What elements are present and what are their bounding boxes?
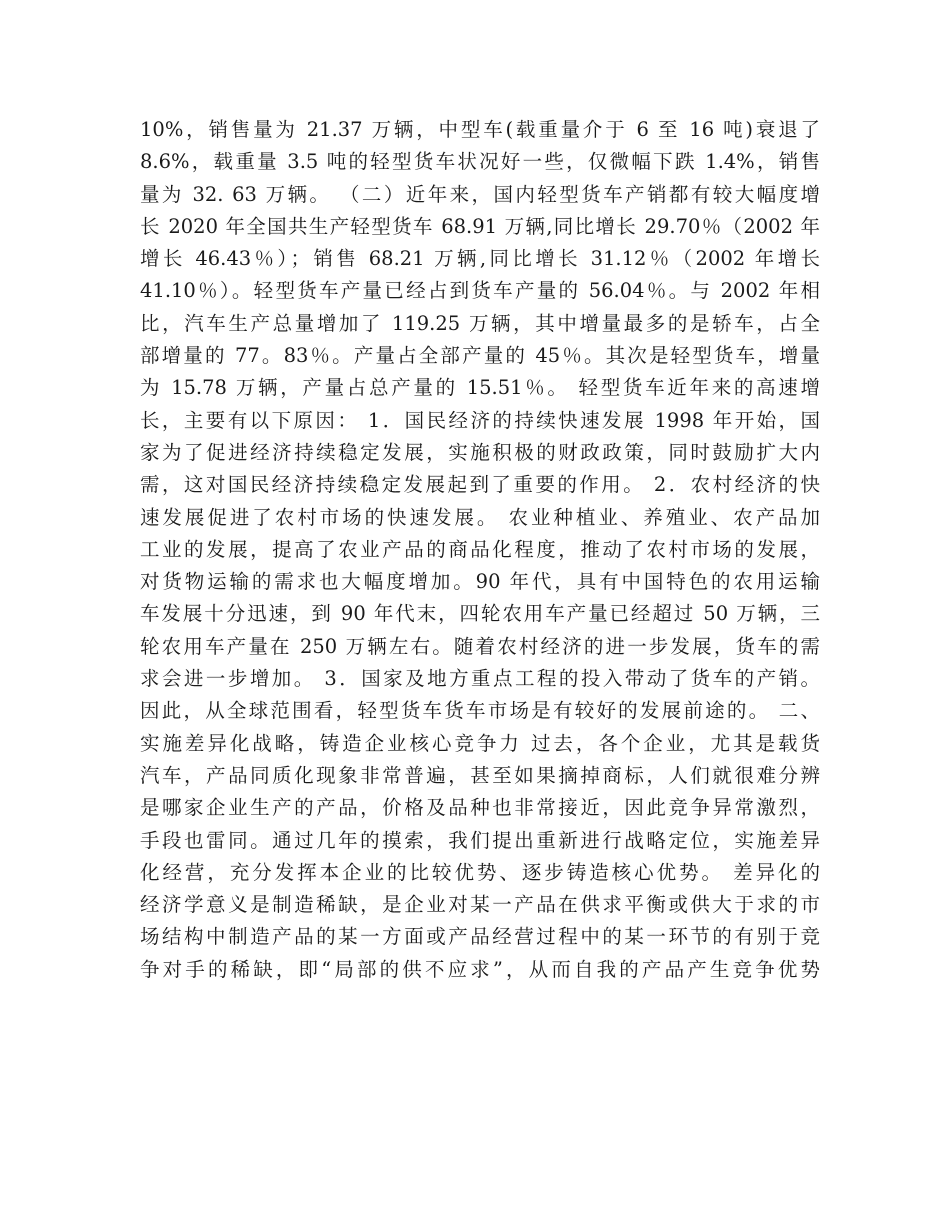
text-line-22: 是哪家企业生产的产品，价格及品种也非常接近，因此竞争异常激烈，	[140, 796, 820, 820]
text-line-5: 增长 46.43％）；销售 68.21 万辆,同比增长 31.12％（2002 年增长	[140, 247, 820, 271]
text-line-15: 对货物运输的需求也大幅度增加。90 年代，具有中国特色的农用运输	[140, 570, 820, 594]
text-line-14: 工业的发展，提高了农业产品的商品化程度，推动了农村市场的发展，	[140, 537, 820, 561]
text-line-25: 经济学意义是制造稀缺，是企业对某一产品在供求平衡或供大于求的市	[140, 893, 820, 917]
body-text	[140, 114, 820, 986]
text-line-8: 部增量的 77。83％。产量占全部产量的 45％。其次是轻型货车，增量	[140, 344, 820, 368]
text-line-6: 41.10％）。轻型货车产量已经占到货车产量的 56.04％。与 2002 年相	[140, 279, 820, 303]
text-line-19: 因此，从全球范围看，轻型货车货车市场是有较好的发展前途的。 二、	[140, 699, 820, 723]
text-line-9: 为 15.78 万辆，产量占总产量的 15.51％。 轻型货车近年来的高速增	[140, 376, 820, 400]
text-line-18: 求会进一步增加。 3．国家及地方重点工程的投入带动了货车的产销。	[140, 667, 820, 691]
text-line-3: 量为 32. 63 万辆。 （二）近年来，国内轻型货车产销都有较大幅度增	[140, 182, 820, 206]
text-line-16: 车发展十分迅速，到 90 年代末，四轮农用车产量已经超过 50 万辆，三	[140, 602, 820, 626]
text-line-11: 家为了促进经济持续稳定发展，实施积极的财政政策，同时鼓励扩大内	[140, 440, 820, 464]
text-line-1: 10%，销售量为 21.37 万辆，中型车(载重量介于 6 至 16 吨)衰退了	[140, 118, 820, 141]
text-line-20: 实施差异化战略，铸造企业核心竞争力 过去，各个企业，尤其是载货	[140, 731, 820, 755]
text-line-21: 汽车，产品同质化现象非常普遍，甚至如果摘掉商标，人们就很难分辨	[140, 763, 820, 787]
text-line-2: 8.6%，载重量 3.5 吨的轻型货车状况好一些，仅微幅下跌 1.4%，销售	[140, 150, 820, 174]
text-line-27: 争对手的稀缺，即“局部的供不应求”，从而自我的产品产生竞争优势	[140, 957, 820, 981]
text-line-17: 轮农用车产量在 250 万辆左右。随着农村经济的进一步发展，货车的需	[140, 634, 820, 658]
text-line-4: 长 2020 年全国共生产轻型货车 68.91 万辆,同比增长 29.70％（2002 年	[140, 214, 820, 238]
text-line-26: 场结构中制造产品的某一方面或产品经营过程中的某一环节的有别于竞	[140, 925, 820, 949]
text-line-12: 需，这对国民经济持续稳定发展起到了重要的作用。 2．农村经济的快	[140, 473, 820, 497]
text-line-23: 手段也雷同。通过几年的摸索，我们提出重新进行战略定位，实施差异	[140, 828, 820, 852]
text-line-13: 速发展促进了农村市场的快速发展。 农业种植业、养殖业、农产品加	[140, 505, 820, 529]
text-line-10: 长，主要有以下原因： 1．国民经济的持续快速发展 1998 年开始，国	[140, 408, 820, 432]
text-line-7: 比，汽车生产总量增加了 119.25 万辆，其中增量最多的是轿车，占全	[140, 311, 820, 335]
text-line-24: 化经营，充分发挥本企业的比较优势、逐步铸造核心优势。 差异化的	[140, 860, 820, 884]
